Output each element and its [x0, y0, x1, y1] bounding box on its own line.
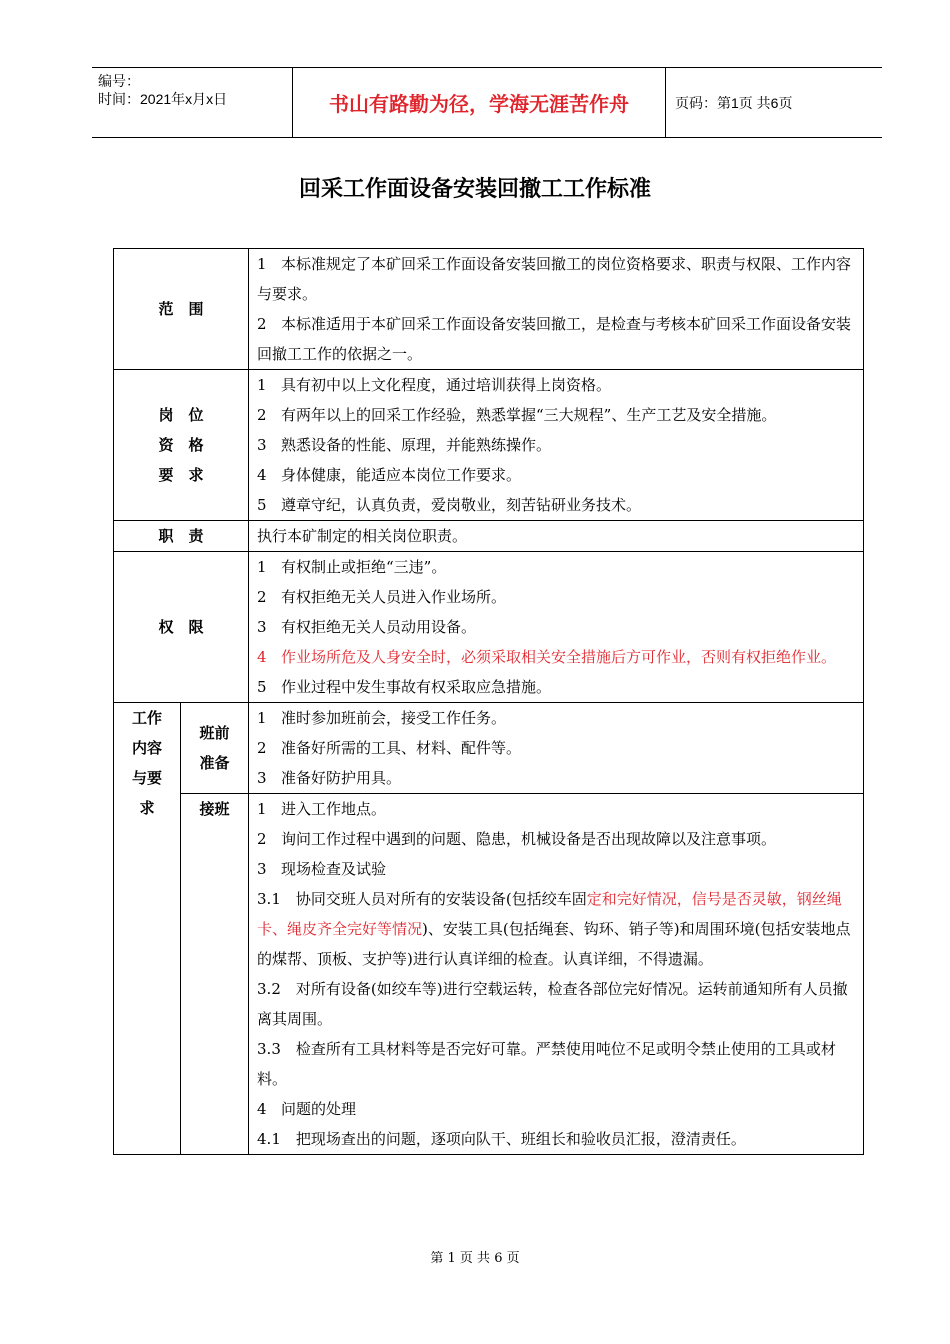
authority-label: 权 限: [114, 552, 249, 703]
list-item: 5 作业过程中发生事故有权采取应急措施。: [257, 678, 552, 696]
list-item: 2 准备好所需的工具、材料、配件等。: [257, 739, 522, 757]
duty-label: 职 责: [114, 521, 249, 552]
row-duty: [114, 521, 864, 552]
prep-label: 班前 准备: [181, 703, 249, 794]
list-item: 1 具有初中以上文化程度，通过培训获得上岗资格。: [257, 376, 612, 394]
document-title: 回采工作面设备安装回撤工工作标准: [298, 177, 651, 202]
row-authority: [114, 552, 864, 703]
list-item: 3.1 协同交班人员对所有的安装设备(包括绞车固定和完好情况，信号是否灵敏，钢丝绳卡、绳皮齐全完好等情况)、安装工具(包括绳套、钩环、销子等)和周围环境(包括安装地点的煤帮、顶板、支护等)进行认真详细的检查。认真详细，不得遗漏。: [257, 890, 851, 968]
work-label: 工作 内容 与要 求: [114, 703, 181, 1155]
list-item: 2 有两年以上的回采工作经验，熟悉掌握“三大规程”、生产工艺及安全措施。: [257, 406, 777, 424]
qualification-label: 岗 位 资 格 要 求: [114, 370, 249, 521]
list-item: 3 现场检查及试验: [257, 860, 387, 878]
header-divider: [665, 68, 666, 137]
row-work-prep: [114, 703, 864, 794]
qualification-content: [249, 370, 864, 521]
header-meta: [98, 72, 288, 108]
row-qualification: [114, 370, 864, 521]
handover-label: 接班: [181, 794, 249, 1155]
list-item: 5 遵章守纪，认真负责，爱岗敬业，刻苦钻研业务技术。: [257, 496, 642, 514]
list-item-highlighted: 4 作业场所危及人身安全时，必须采取相关安全措施后方可作业，否则有权拒绝作业。: [257, 648, 837, 666]
page-footer: 第 1 页 共 6 页: [430, 1251, 520, 1266]
row-scope: [114, 249, 864, 370]
time-label: 时间：2021年x月x日: [98, 91, 228, 107]
list-item: 1 准时参加班前会，接受工作任务。: [257, 709, 507, 727]
list-item: 1 有权制止或拒绝“三违”。: [257, 558, 447, 576]
list-item: 4 问题的处理: [257, 1100, 357, 1118]
page-header: [92, 67, 882, 138]
scope-content: [249, 249, 864, 370]
handover-content: [249, 794, 864, 1155]
list-item: 2 有权拒绝无关人员进入作业场所。: [257, 588, 507, 606]
list-item: 2 询问工作过程中遇到的问题、隐患，机械设备是否出现故障以及注意事项。: [257, 830, 777, 848]
list-item: 1 进入工作地点。: [257, 800, 387, 818]
list-item: 3 熟悉设备的性能、原理，并能熟练操作。: [257, 436, 552, 454]
standard-table: [113, 248, 864, 1155]
list-item: 2 本标准适用于本矿回采工作面设备安装回撤工，是检查与考核本矿回采工作面设备安装回撤工工作的依据之一。: [257, 315, 852, 363]
header-page-info: 页码：第1页 共6页: [675, 94, 793, 111]
list-item: 3.3 检查所有工具材料等是否完好可靠。严禁使用吨位不足或明令禁止使用的工具或材料。: [257, 1040, 836, 1088]
list-item: 4 身体健康，能适应本岗位工作要求。: [257, 466, 522, 484]
scope-label: 范 围: [114, 249, 249, 370]
list-item: 4.1 把现场查出的问题，逐项向队干、班组长和验收员汇报，澄清责任。: [257, 1130, 746, 1148]
header-motto: 书山有路勤为径，学海无涯苦作舟: [329, 92, 629, 116]
authority-content: [249, 552, 864, 703]
number-label: 编号：: [98, 73, 140, 89]
list-item: 1 本标准规定了本矿回采工作面设备安装回撤工的岗位资格要求、职责与权限、工作内容与要求。: [257, 255, 852, 303]
list-item: 3.2 对所有设备(如绞车等)进行空载运转，检查各部位完好情况。运转前通知所有人员撤离其周围。: [257, 980, 848, 1028]
duty-content: 执行本矿制定的相关岗位职责。: [249, 521, 864, 552]
list-item: 3 有权拒绝无关人员动用设备。: [257, 618, 477, 636]
list-item: 3 准备好防护用具。: [257, 769, 402, 787]
row-work-handover: [114, 794, 864, 1155]
prep-content: [249, 703, 864, 794]
